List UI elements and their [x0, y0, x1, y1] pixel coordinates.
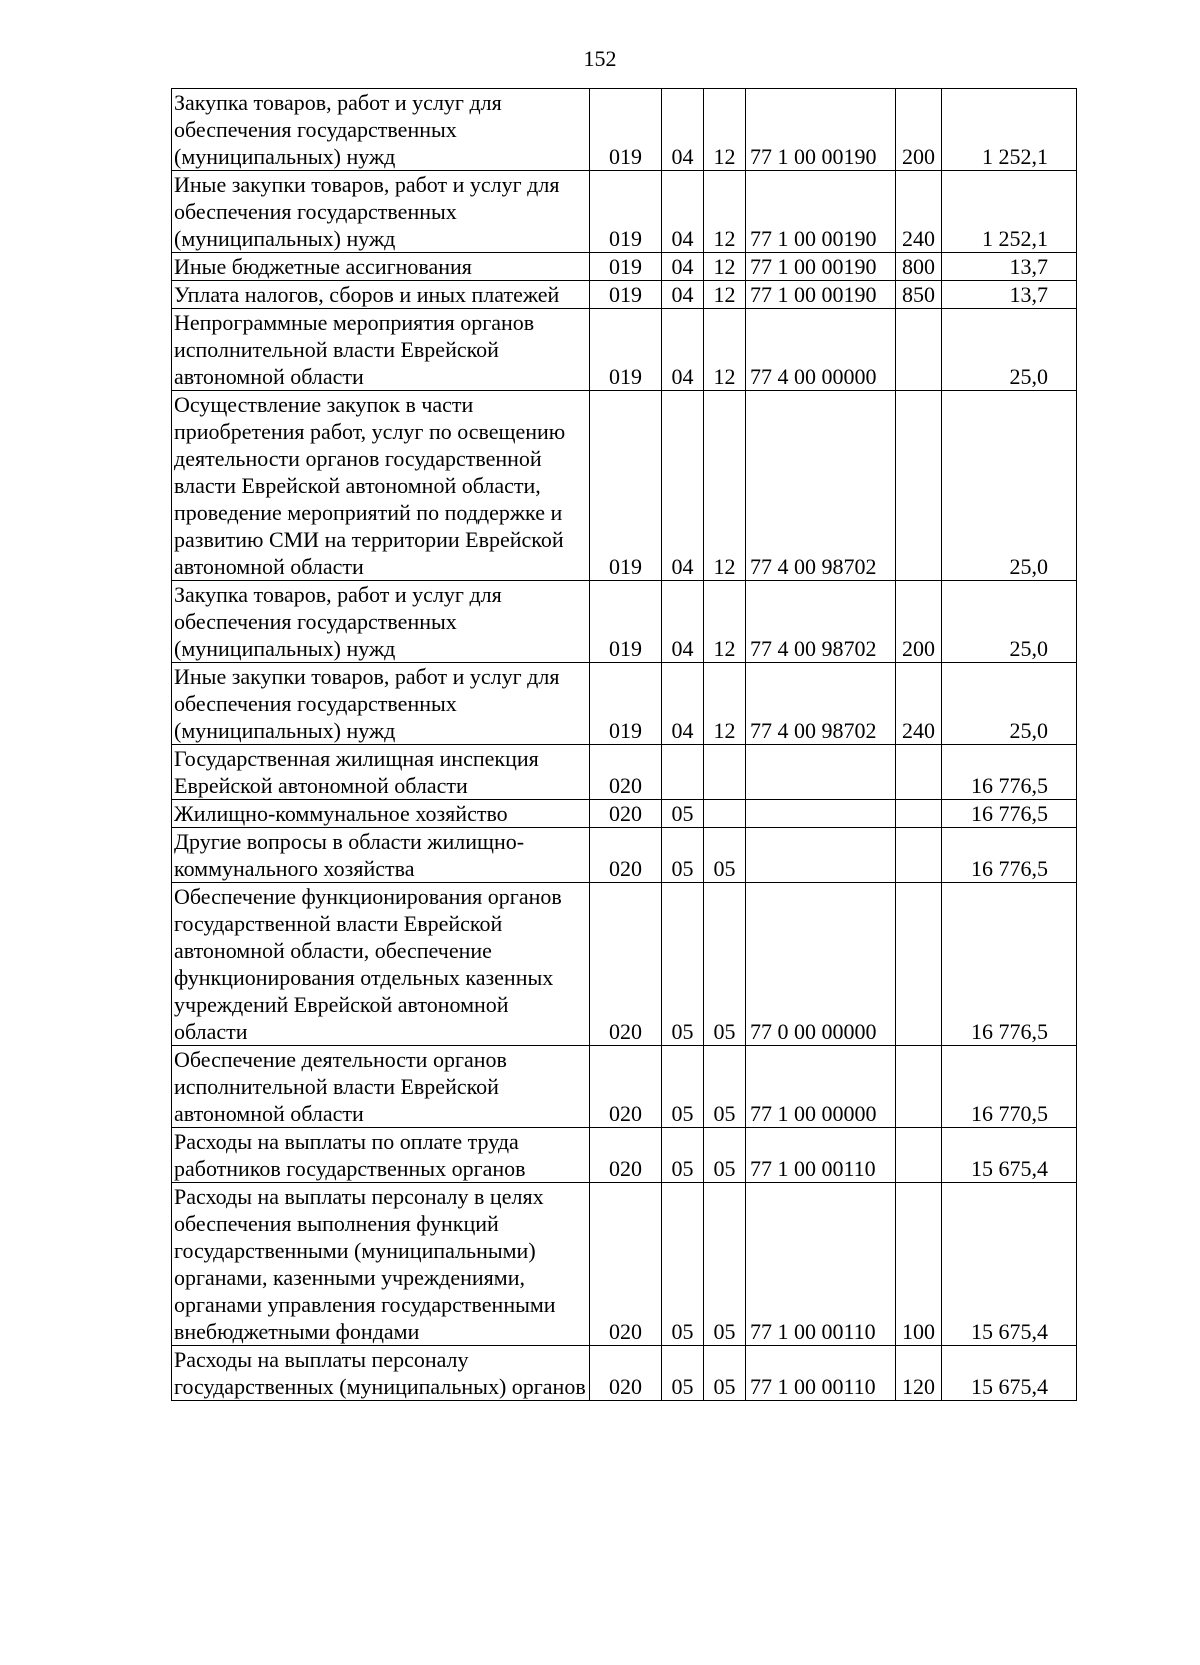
row-name-cell: Расходы на выплаты персоналу в целях обеспечения выполнения функций государственными (муниципальными) органами, казенными учреждениями, органами управления государственными внебюджетными фондами [172, 1183, 590, 1346]
section-code-cell: 04 [662, 663, 704, 745]
target-item-code-cell: 77 1 00 00110 [746, 1183, 896, 1346]
row-name-cell: Государственная жилищная инспекция Еврейской автономной области [172, 745, 590, 800]
row-name-cell: Закупка товаров, работ и услуг для обеспечения государственных (муниципальных) нужд [172, 581, 590, 663]
section-code-cell: 05 [662, 1346, 704, 1401]
expense-type-code-cell [896, 309, 942, 391]
department-code-cell: 019 [590, 253, 662, 281]
target-item-code-cell: 77 1 00 00190 [746, 253, 896, 281]
department-code-cell: 019 [590, 581, 662, 663]
subsection-code-cell [704, 745, 746, 800]
amount-cell: 15 675,4 [942, 1346, 1077, 1401]
amount-cell: 25,0 [942, 391, 1077, 581]
subsection-code-cell: 12 [704, 663, 746, 745]
row-name-cell: Иные закупки товаров, работ и услуг для обеспечения государственных (муниципальных) нужд [172, 171, 590, 253]
section-code-cell: 05 [662, 828, 704, 883]
target-item-code-cell [746, 800, 896, 828]
row-name-cell: Закупка товаров, работ и услуг для обеспечения государственных (муниципальных) нужд [172, 89, 590, 171]
expense-type-code-cell [896, 800, 942, 828]
target-item-code-cell: 77 4 00 98702 [746, 581, 896, 663]
department-code-cell: 019 [590, 663, 662, 745]
target-item-code-cell: 77 4 00 98702 [746, 391, 896, 581]
table-row [172, 1046, 1077, 1128]
row-name-cell: Обеспечение функционирования органов государственной власти Еврейской автономной области, обеспечение функционирования отдельных казенных учреждений Еврейской автономной области [172, 883, 590, 1046]
amount-cell: 13,7 [942, 253, 1077, 281]
budget-table [171, 88, 1077, 1401]
target-item-code-cell: 77 4 00 00000 [746, 309, 896, 391]
expense-type-code-cell: 120 [896, 1346, 942, 1401]
target-item-code-cell: 77 1 00 00110 [746, 1346, 896, 1401]
department-code-cell: 020 [590, 828, 662, 883]
department-code-cell: 020 [590, 800, 662, 828]
amount-cell: 16 776,5 [942, 828, 1077, 883]
table-row [172, 883, 1077, 1046]
table-row [172, 253, 1077, 281]
department-code-cell: 019 [590, 309, 662, 391]
subsection-code-cell: 12 [704, 309, 746, 391]
expense-type-code-cell [896, 1128, 942, 1183]
section-code-cell: 05 [662, 883, 704, 1046]
amount-cell: 15 675,4 [942, 1183, 1077, 1346]
row-name-cell: Иные закупки товаров, работ и услуг для обеспечения государственных (муниципальных) нужд [172, 663, 590, 745]
department-code-cell: 020 [590, 1128, 662, 1183]
amount-cell: 13,7 [942, 281, 1077, 309]
department-code-cell: 020 [590, 1346, 662, 1401]
subsection-code-cell: 05 [704, 1346, 746, 1401]
section-code-cell: 05 [662, 1183, 704, 1346]
row-name-cell: Иные бюджетные ассигнования [172, 253, 590, 281]
department-code-cell: 019 [590, 171, 662, 253]
section-code-cell: 05 [662, 1128, 704, 1183]
expense-type-code-cell: 200 [896, 581, 942, 663]
expense-type-code-cell: 200 [896, 89, 942, 171]
table-row [172, 1183, 1077, 1346]
expense-type-code-cell [896, 1046, 942, 1128]
table-row [172, 171, 1077, 253]
target-item-code-cell: 77 1 00 00190 [746, 89, 896, 171]
row-name-cell: Расходы на выплаты по оплате труда работников государственных органов [172, 1128, 590, 1183]
table-row [172, 89, 1077, 171]
row-name-cell: Осуществление закупок в части приобретения работ, услуг по освещению деятельности органов государственной власти Еврейской автономной области, проведение мероприятий по поддержке и развитию СМИ на территории Еврейской автономной области [172, 391, 590, 581]
amount-cell: 25,0 [942, 663, 1077, 745]
table-row [172, 745, 1077, 800]
table-row [172, 309, 1077, 391]
row-name-cell: Уплата налогов, сборов и иных платежей [172, 281, 590, 309]
expense-type-code-cell: 100 [896, 1183, 942, 1346]
target-item-code-cell: 77 1 00 00000 [746, 1046, 896, 1128]
subsection-code-cell: 05 [704, 828, 746, 883]
expense-type-code-cell: 800 [896, 253, 942, 281]
row-name-cell: Другие вопросы в области жилищно-коммунального хозяйства [172, 828, 590, 883]
expense-type-code-cell: 240 [896, 171, 942, 253]
row-name-cell: Расходы на выплаты персоналу государственных (муниципальных) органов [172, 1346, 590, 1401]
amount-cell: 25,0 [942, 581, 1077, 663]
amount-cell: 1 252,1 [942, 171, 1077, 253]
subsection-code-cell: 05 [704, 1128, 746, 1183]
target-item-code-cell [746, 828, 896, 883]
row-name-cell: Непрограммные мероприятия органов исполнительной власти Еврейской автономной области [172, 309, 590, 391]
subsection-code-cell: 12 [704, 391, 746, 581]
section-code-cell: 04 [662, 171, 704, 253]
expense-type-code-cell [896, 883, 942, 1046]
expense-type-code-cell [896, 745, 942, 800]
subsection-code-cell [704, 800, 746, 828]
amount-cell: 25,0 [942, 309, 1077, 391]
department-code-cell: 019 [590, 89, 662, 171]
target-item-code-cell [746, 745, 896, 800]
department-code-cell: 019 [590, 391, 662, 581]
budget-table-body [172, 89, 1077, 1401]
target-item-code-cell: 77 1 00 00110 [746, 1128, 896, 1183]
table-row [172, 1346, 1077, 1401]
expense-type-code-cell: 240 [896, 663, 942, 745]
subsection-code-cell: 12 [704, 581, 746, 663]
section-code-cell: 04 [662, 89, 704, 171]
table-row [172, 1128, 1077, 1183]
target-item-code-cell: 77 1 00 00190 [746, 171, 896, 253]
amount-cell: 16 776,5 [942, 745, 1077, 800]
amount-cell: 15 675,4 [942, 1128, 1077, 1183]
subsection-code-cell: 12 [704, 89, 746, 171]
expense-type-code-cell: 850 [896, 281, 942, 309]
subsection-code-cell: 12 [704, 281, 746, 309]
section-code-cell: 04 [662, 309, 704, 391]
target-item-code-cell: 77 0 00 00000 [746, 883, 896, 1046]
section-code-cell: 04 [662, 391, 704, 581]
subsection-code-cell: 12 [704, 253, 746, 281]
target-item-code-cell: 77 4 00 98702 [746, 663, 896, 745]
department-code-cell: 020 [590, 1183, 662, 1346]
section-code-cell: 04 [662, 281, 704, 309]
department-code-cell: 020 [590, 745, 662, 800]
expense-type-code-cell [896, 391, 942, 581]
target-item-code-cell: 77 1 00 00190 [746, 281, 896, 309]
table-row [172, 391, 1077, 581]
amount-cell: 16 770,5 [942, 1046, 1077, 1128]
expense-type-code-cell [896, 828, 942, 883]
section-code-cell: 05 [662, 1046, 704, 1128]
section-code-cell: 05 [662, 800, 704, 828]
row-name-cell: Обеспечение деятельности органов исполнительной власти Еврейской автономной области [172, 1046, 590, 1128]
section-code-cell [662, 745, 704, 800]
table-row [172, 828, 1077, 883]
table-row [172, 800, 1077, 828]
subsection-code-cell: 12 [704, 171, 746, 253]
subsection-code-cell: 05 [704, 883, 746, 1046]
section-code-cell: 04 [662, 253, 704, 281]
table-row [172, 663, 1077, 745]
department-code-cell: 020 [590, 1046, 662, 1128]
subsection-code-cell: 05 [704, 1046, 746, 1128]
table-row [172, 581, 1077, 663]
amount-cell: 1 252,1 [942, 89, 1077, 171]
amount-cell: 16 776,5 [942, 883, 1077, 1046]
section-code-cell: 04 [662, 581, 704, 663]
subsection-code-cell: 05 [704, 1183, 746, 1346]
department-code-cell: 020 [590, 883, 662, 1046]
department-code-cell: 019 [590, 281, 662, 309]
table-row [172, 281, 1077, 309]
amount-cell: 16 776,5 [942, 800, 1077, 828]
row-name-cell: Жилищно-коммунальное хозяйство [172, 800, 590, 828]
page-number: 152 [583, 46, 617, 71]
